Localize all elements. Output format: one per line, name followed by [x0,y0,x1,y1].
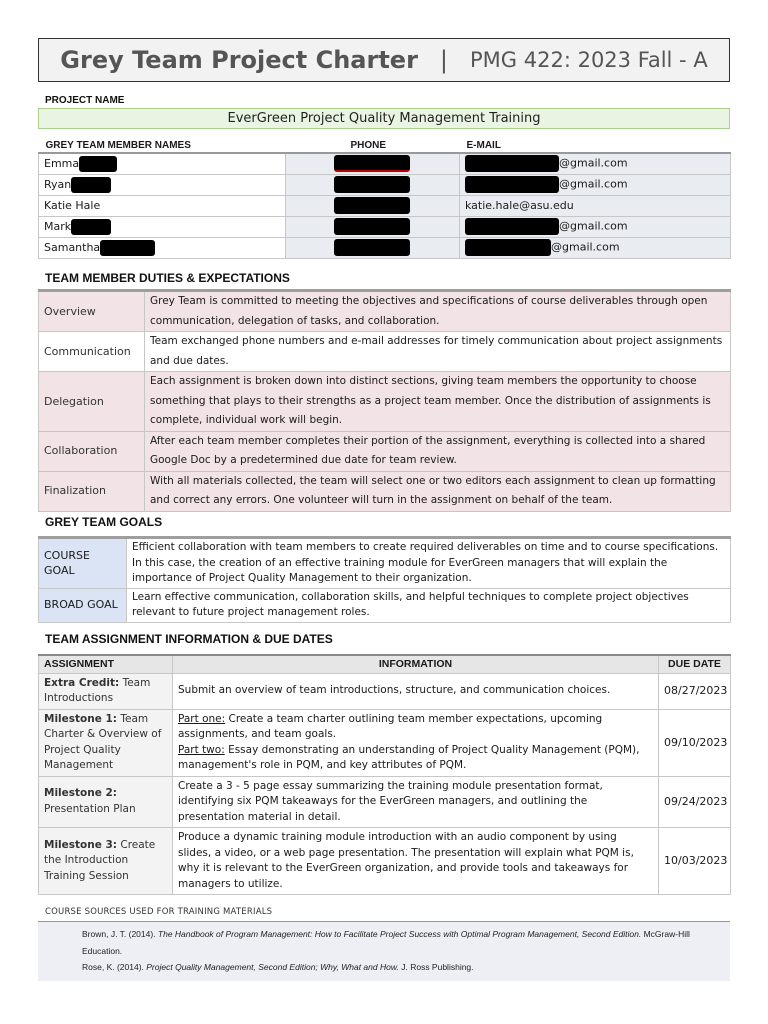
source-title: Project Quality Management, Second Edition; Why, What and How. [146,962,399,972]
member-email: @gmail.com [551,240,620,254]
part-one-label: Part one: [178,712,226,725]
goal-label: BROAD GOAL [39,588,127,622]
member-table [38,140,731,259]
goals-table [38,536,731,623]
member-email: @gmail.com [559,219,628,233]
email-redaction [465,218,559,235]
goal-row [39,538,731,589]
source-author: Brown, J. T. (2014). [82,929,158,939]
duty-text: With all materials collected, the team will select one or two editors each assignment to clean up formatting and correct any errors. One volunteer will turn in the assignment on behalf of the team. [145,471,731,511]
due-date: 08/27/2023 [659,673,731,709]
assignments-table [38,654,731,895]
duty-label: Finalization [39,471,145,511]
duty-label: Delegation [39,372,145,432]
due-date: 10/03/2023 [659,828,731,895]
assignment-subtitle: Presentation Plan [44,802,136,815]
assignment-row [39,776,731,828]
source-author: Rose, K. (2014). [82,962,147,972]
assignment-info: Create a 3 - 5 page essay summarizing the training module presentation format, identifying six PQM takeaways for the EverGreen managers, and outlining the presentation material in detail. [173,776,659,828]
member-row [39,216,731,237]
duty-row [39,332,731,372]
phone-redaction [334,218,410,235]
phone-redaction [334,239,410,256]
project-name-heading: PROJECT NAME [45,95,125,106]
goal-text: Learn effective communication, collaboration skills, and helpful techniques to complete project objectives relevant to future project management roles. [127,588,731,622]
assignment-row [39,828,731,895]
project-name-value: EverGreen Project Quality Management Training [38,108,730,129]
goal-row [39,588,731,622]
member-row [39,195,731,216]
col-email: E-MAIL [460,140,731,153]
assignment-row [39,673,731,709]
duty-text: After each team member completes their portion of the assignment, everything is collected into a shared Google Doc by a predetermined due date for team review. [145,431,731,471]
member-name: Samantha [44,240,101,254]
member-email: katie.hale@asu.edu [465,199,574,212]
part-one-text: Create a team charter outlining team member expectations, upcoming assignments, and team goals. [178,712,603,740]
course-code: PMG 422: 2023 Fall - A [470,48,708,72]
member-name: Katie Hale [44,199,101,212]
redaction-bar [100,240,155,256]
phone-redaction [334,176,410,193]
assignment-subtitle: Create the Introduction Training Session [44,838,156,882]
charter-title-box [38,38,730,82]
assignment-info: Submit an overview of team introductions, structure, and communication choices. [173,673,659,709]
member-name: Ryan [44,177,72,191]
source-item [82,926,730,959]
duty-text: Each assignment is broken down into distinct sections, giving team members the opportunity to choose something that plays to their strengths as a project team member. Once the distribution of assignments is complete, individual work will begin. [145,372,731,432]
member-name: Emma [44,156,80,170]
duty-text: Team exchanged phone numbers and e-mail addresses for timely communication about project assignments and due dates. [145,332,731,372]
redaction-bar [71,177,111,193]
duty-row [39,372,731,432]
title-separator: | [439,46,449,74]
part-two-label: Part two: [178,743,225,756]
duty-row [39,431,731,471]
assignment-title: Extra Credit: [44,676,120,689]
source-item [82,959,730,976]
sources-list [38,921,730,981]
email-redaction [465,176,559,193]
assignment-title: Milestone 3: [44,838,118,851]
member-email: @gmail.com [559,177,628,191]
part-two-text: Essay demonstrating an understanding of Project Quality Management (PQM), management's role in PQM, and key attributes of PQM. [178,743,640,771]
col-due-date: DUE DATE [659,655,731,673]
duty-label: Overview [39,291,145,332]
source-title: The Handbook of Program Management: How to Facilitate Project Success with Optimal Program Management, Second Edition. [157,929,642,939]
member-email: @gmail.com [559,156,628,170]
goal-text: Efficient collaboration with team members to create required deliverables on time and to course specifications. In this case, the creation of an effective training module for EverGreen managers that will explain the importance of Project Quality Management to their organization. [127,538,731,589]
member-row [39,153,731,174]
assignment-title: Milestone 1: [44,712,118,725]
col-member-names: GREY TEAM MEMBER NAMES [39,140,286,153]
goal-label: COURSE GOAL [39,538,127,589]
email-redaction [465,155,559,172]
assignment-title: Milestone 2: [44,787,118,800]
assignment-subtitle: Team Charter & Overview of Project Quality Management [44,712,162,771]
source-publisher: McGraw-Hill Education. [82,929,690,956]
goals-heading: GREY TEAM GOALS [45,515,163,529]
assignment-info: Produce a dynamic training module introduction with an audio component by using slides, a video, or a web page presentation. The presentation will explain what PQM is, why it is relevant to the EverGreen organization, and provide tools and takeaways for managers to utilize. [173,828,659,895]
col-assignment: ASSIGNMENT [39,655,173,673]
charter-title: Grey Team Project Charter [60,46,418,74]
due-date: 09/10/2023 [659,709,731,776]
assignment-subtitle: Team Introductions [44,676,151,704]
member-row [39,174,731,195]
duty-text: Grey Team is committed to meeting the objectives and specifications of course deliverables through open communication, delegation of tasks, and collaboration. [145,291,731,332]
duties-table [38,289,731,512]
duty-row [39,291,731,332]
redaction-bar [79,156,117,172]
source-publisher: J. Ross Publishing. [398,962,474,972]
duty-label: Communication [39,332,145,372]
email-redaction [465,239,551,256]
assignment-row [39,709,731,776]
col-phone: PHONE [286,140,460,153]
duty-row [39,471,731,511]
member-name: Mark [44,219,72,233]
duties-heading: TEAM MEMBER DUTIES & EXPECTATIONS [45,271,290,285]
col-information: INFORMATION [173,655,659,673]
redaction-bar [71,219,111,235]
member-row [39,237,731,258]
sources-heading: COURSE SOURCES USED FOR TRAINING MATERIALS [45,907,273,917]
due-date: 09/24/2023 [659,776,731,828]
duty-label: Collaboration [39,431,145,471]
phone-redaction [334,155,410,172]
assignments-heading: TEAM ASSIGNMENT INFORMATION & DUE DATES [45,632,333,646]
phone-redaction [334,197,410,214]
